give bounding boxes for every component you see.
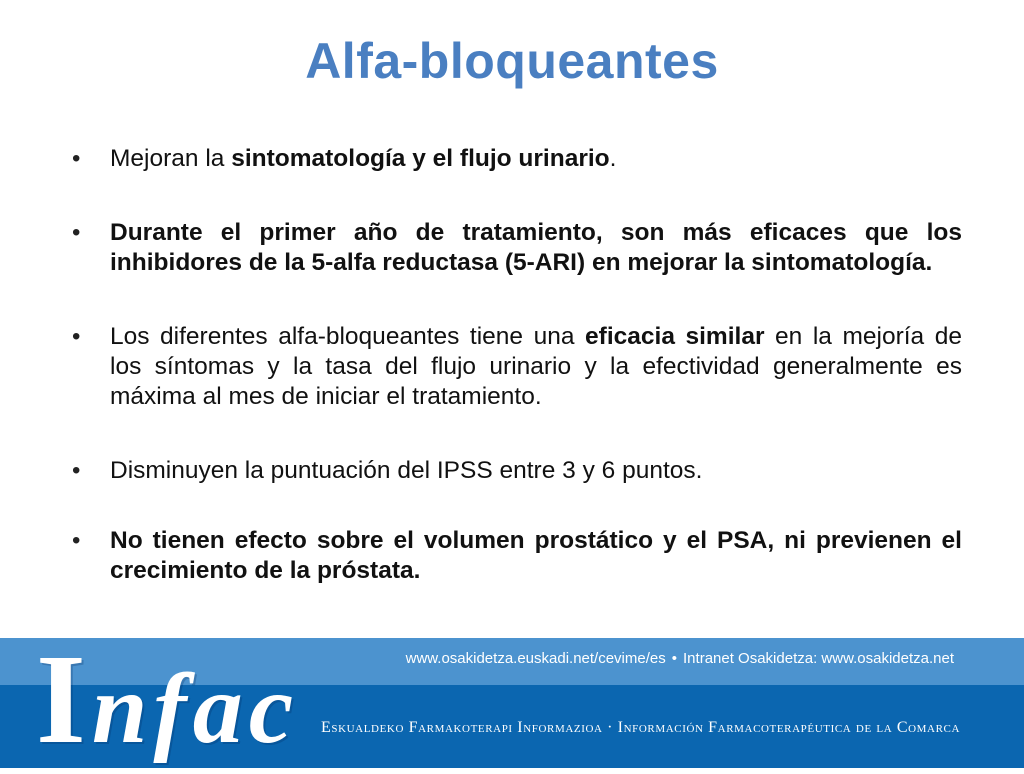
footer-tagline: Eskualdeko Farmakoterapi Informazioa · Información Farmacoterapéutica de la Comarca xyxy=(321,719,960,736)
bullet-dot: • xyxy=(72,527,81,554)
slide-title: Alfa-bloqueantes xyxy=(305,33,719,89)
bullet-segment: en la mejoría de los síntomas y la tasa del flujo urinario y la efectividad generalmente es máxima al mes de iniciar el tratamiento. xyxy=(110,323,962,410)
link-separator: • xyxy=(671,650,678,667)
logo-rest: nfac xyxy=(91,653,300,764)
bullet-segment: . xyxy=(609,145,617,172)
bullet-dot: • xyxy=(72,145,81,172)
bullet-item xyxy=(72,322,962,412)
bullet-item xyxy=(72,218,962,278)
logo-initial: I xyxy=(36,628,92,770)
bullet-text xyxy=(110,145,616,172)
bullet-text: Durante el primer año de tratamiento, son más eficaces que los inhibidores de la 5-alfa reductasa (5-ARI) en mejorar la sintomatología. xyxy=(110,219,962,276)
bullet-dot: • xyxy=(72,457,81,484)
bullet-list xyxy=(72,144,962,630)
bullet-segment-bold: eficacia similar xyxy=(585,323,765,350)
bullet-text: Disminuyen la puntuación del IPSS entre 3 y 6 puntos. xyxy=(110,457,703,484)
bullet-segment: Mejoran la xyxy=(110,145,232,172)
intranet-link[interactable]: Intranet Osakidetza: www.osakidetza.net xyxy=(683,650,954,667)
bullet-segment: Los diferentes alfa-bloqueantes tiene una xyxy=(110,323,586,350)
bullet-text xyxy=(110,323,962,410)
bullet-segment-bold: sintomatología y el flujo urinario xyxy=(231,145,610,172)
bullet-dot: • xyxy=(72,323,81,350)
bullet-item xyxy=(72,144,962,174)
bullet-text: No tienen efecto sobre el volumen prostático y el PSA, ni previenen el crecimiento de la próstata. xyxy=(110,527,962,584)
footer-links xyxy=(406,650,954,667)
bullet-item xyxy=(72,526,962,586)
cevime-link[interactable]: www.osakidetza.euskadi.net/cevime/es xyxy=(405,650,666,667)
infac-logo xyxy=(36,628,300,774)
footer-banner xyxy=(0,628,1024,770)
bullet-dot: • xyxy=(72,219,81,246)
bullet-item xyxy=(72,456,962,486)
